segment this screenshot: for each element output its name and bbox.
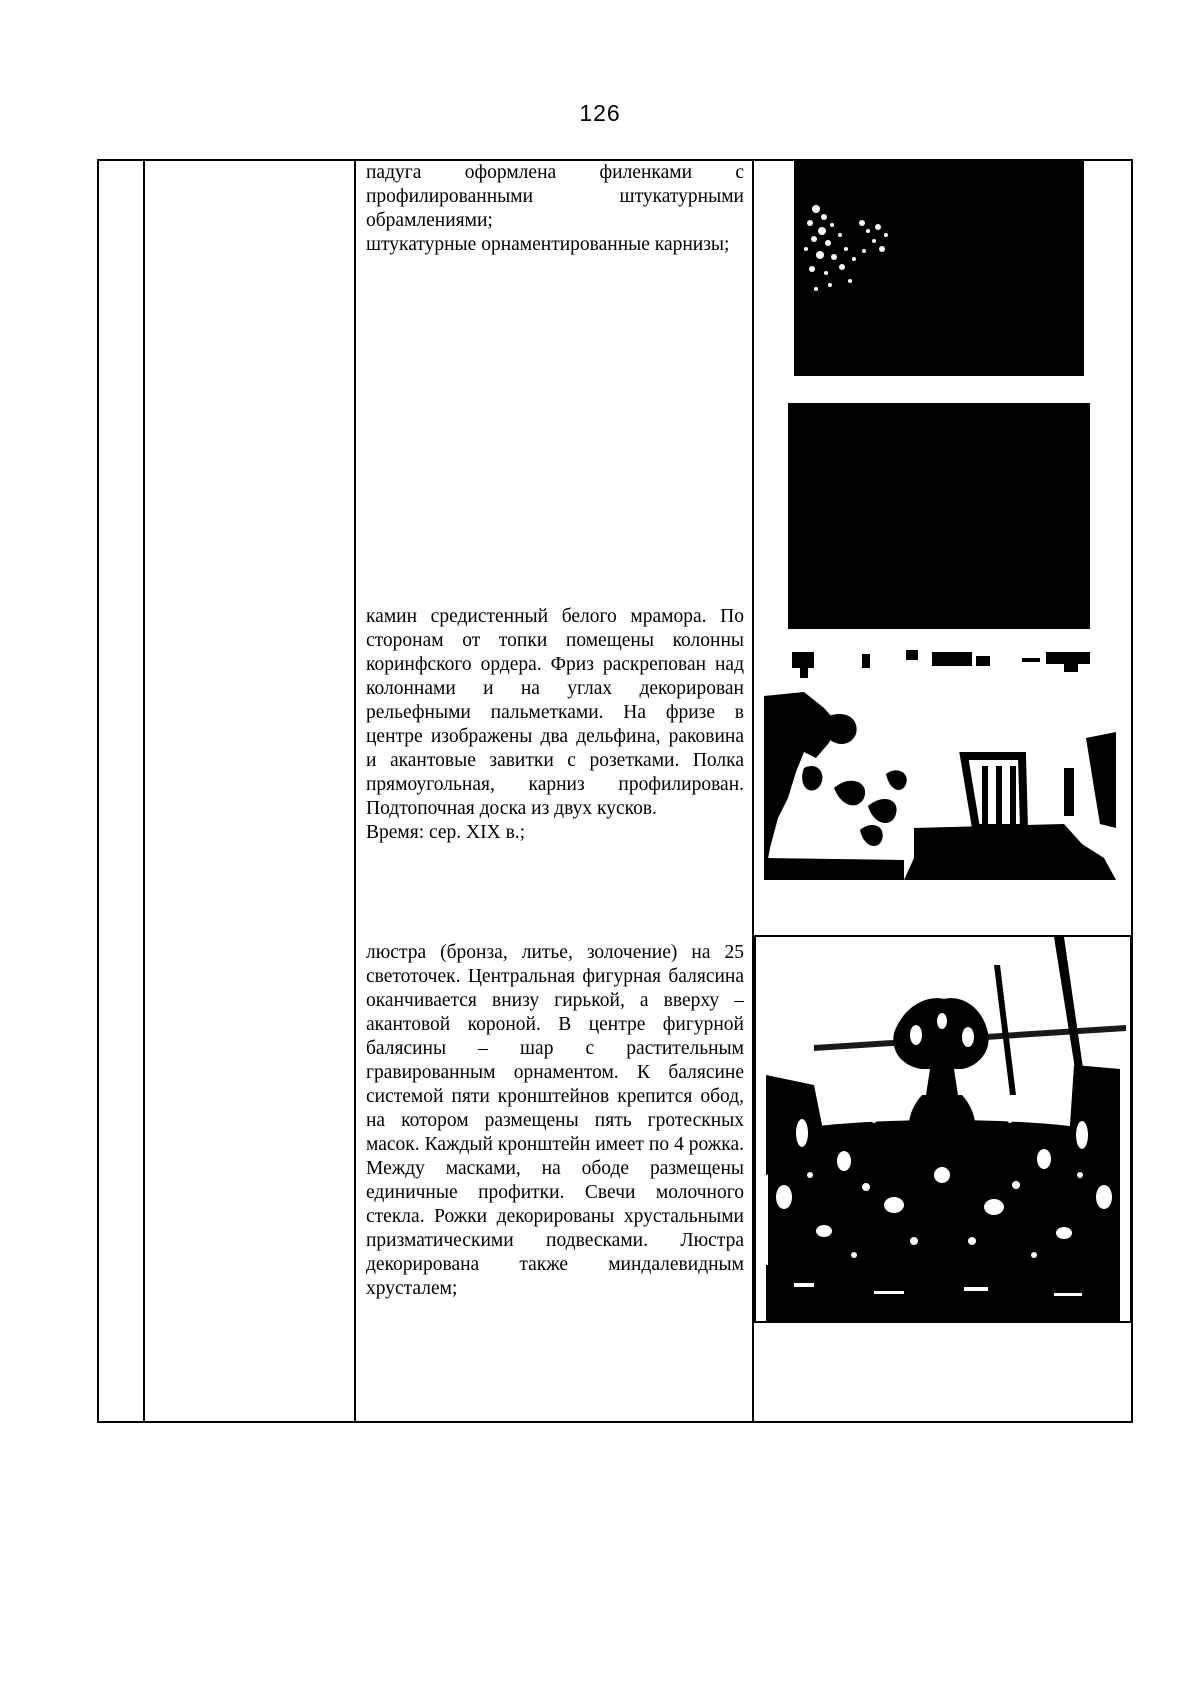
ceiling-photo <box>794 161 1084 376</box>
fireplace-photo <box>764 648 1116 880</box>
description-item-chandelier <box>366 941 744 1301</box>
chandelier-photo <box>754 935 1132 1323</box>
description-item-fireplace <box>366 605 744 845</box>
description-item-ceiling <box>366 161 744 257</box>
number-cell <box>98 160 144 1422</box>
description-line: штукатурные орнаментированные карнизы; <box>366 234 730 255</box>
object-name-cell <box>144 160 355 1422</box>
description-line: Время: сер. XIX в.; <box>366 822 526 843</box>
description-line: падуга оформлена филенками с профилированными штукатурными обрамлениями; <box>366 162 744 231</box>
description-cell <box>355 160 753 1422</box>
table-row <box>98 160 1132 1422</box>
description-line: камин средистенный белого мрамора. По сторонам от топки помещены колонны коринфского ордера. Фриз раскрепован над колоннами и на углах декорирован рельефными пальметками. На фризе в центре изображены два дельфина, раковина и акантовые завитки с розетками. Полка прямоугольная, карниз профилирован. Подтопочная доска из двух кусков. <box>366 606 744 819</box>
description-line: люстра (бронза, литье, золочение) на 25 светоточек. Центральная фигурная балясина оканчивается внизу гирькой, а вверху – акантовой короной. В центре фигурной балясины – шар с растительным гравированным орнаментом. К балясине системой пяти кронштейнов крепится обод, на котором размещены пять гротескных масок. Каждый кронштейн имеет по 4 рожка. Между масками, на ободе размещены единичные профитки. Свечи молочного стекла. Рожки декорированы хрустальными призматическими подвесками. Люстра декорирована также миндалевидным хрусталем; <box>366 942 744 1299</box>
dark-photo <box>788 403 1090 629</box>
page-number: 126 <box>579 100 621 126</box>
photo-cell <box>753 160 1132 1422</box>
object-table <box>97 159 1133 1423</box>
